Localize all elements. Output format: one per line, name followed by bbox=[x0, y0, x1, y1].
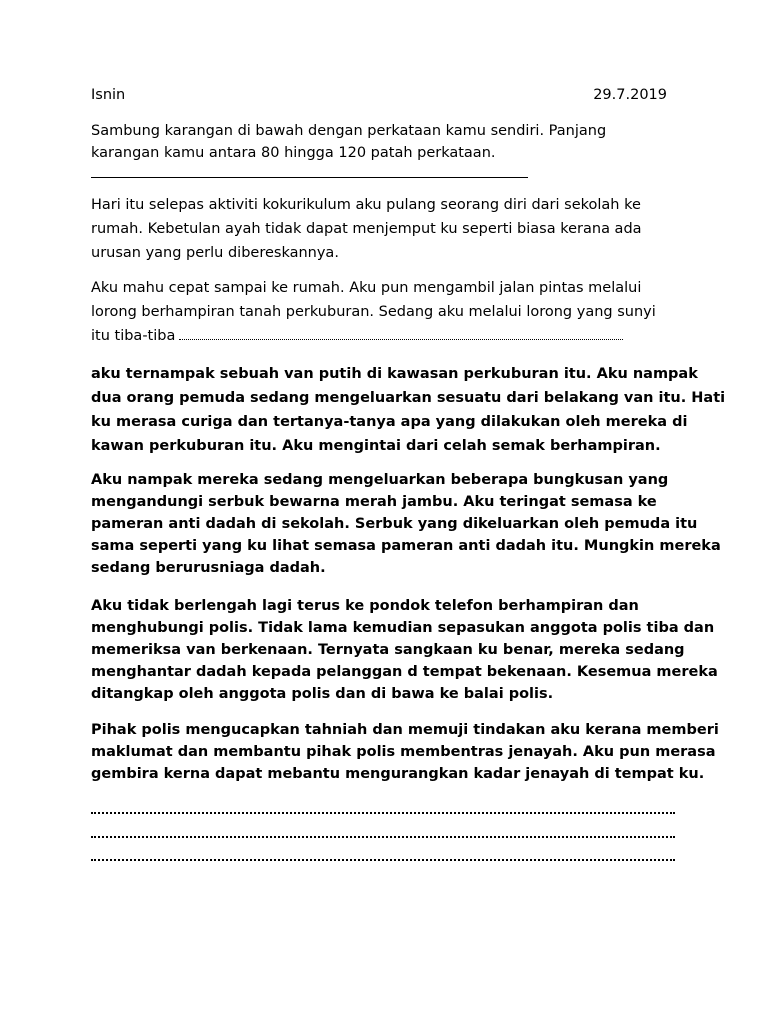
date-label: 29.7.2019 bbox=[593, 87, 667, 103]
instruction-line: Sambung karangan di bawah dengan perkataan kamu sendiri. Panjang bbox=[91, 123, 607, 139]
story-line: rumah. Kebetulan ayah tidak dapat menjemput ku seperti biasa kerana ada bbox=[91, 221, 642, 237]
answer-line: mengandungi serbuk bewarna merah jambu. Aku teringat semasa ke bbox=[91, 494, 657, 510]
story-line: lorong berhampiran tanah perkuburan. Sedang aku melalui lorong yang sunyi bbox=[91, 304, 656, 320]
worksheet-header bbox=[91, 87, 667, 109]
answer-line: sedang berurusniaga dadah. bbox=[91, 560, 326, 576]
answer-line: ku merasa curiga dan tertanya-tanya apa yang dilakukan oleh mereka di bbox=[91, 414, 688, 430]
day-label: Isnin bbox=[91, 87, 126, 103]
answer-paragraph-2 bbox=[91, 469, 721, 579]
answer-line: menghubungi polis. Tidak lama kemudian sepasukan anggota polis tiba dan bbox=[91, 620, 715, 636]
story-last-line bbox=[91, 324, 681, 348]
answer-paragraph-4 bbox=[91, 719, 719, 785]
answer-line: memeriksa van berkenaan. Ternyata sangkaan ku benar, mereka sedang bbox=[91, 642, 685, 658]
blank-writing-line bbox=[91, 812, 675, 814]
story-line: Hari itu selepas aktiviti kokurikulum aku pulang seorang diri dari sekolah ke bbox=[91, 197, 641, 213]
story-line: Aku mahu cepat sampai ke rumah. Aku pun mengambil jalan pintas melalui bbox=[91, 280, 642, 296]
story-paragraph-1 bbox=[91, 193, 681, 265]
answer-line: sama seperti yang ku lihat semasa pameran anti dadah itu. Mungkin mereka bbox=[91, 538, 721, 554]
answer-line: pameran anti dadah di sekolah. Serbuk yang dikeluarkan oleh pemuda itu bbox=[91, 516, 698, 532]
answer-line: Pihak polis mengucapkan tahniah dan memuji tindakan aku kerana memberi bbox=[91, 722, 719, 738]
blank-writing-line bbox=[91, 859, 675, 861]
instruction-text bbox=[91, 120, 681, 164]
instruction-underline bbox=[91, 177, 528, 178]
answer-line: dua orang pemuda sedang mengeluarkan sesuatu dari belakang van itu. Hati bbox=[91, 390, 726, 406]
answer-paragraph-3 bbox=[91, 595, 718, 705]
answer-line: Aku tidak berlengah lagi terus ke pondok telefon berhampiran dan bbox=[91, 598, 639, 614]
answer-line: kawan perkuburan itu. Aku mengintai dari celah semak berhampiran. bbox=[91, 438, 661, 454]
answer-line: ditangkap oleh anggota polis dan di bawa ke balai polis. bbox=[91, 686, 554, 702]
instruction-line: karangan kamu antara 80 hingga 120 patah perkataan. bbox=[91, 145, 496, 161]
blank-writing-line bbox=[91, 836, 675, 838]
answer-line: maklumat dan membantu pihak polis membentras jenayah. Aku pun merasa bbox=[91, 744, 716, 760]
answer-line: gembira kerna dapat mebantu mengurangkan kadar jenayah di tempat ku. bbox=[91, 766, 705, 782]
answer-line: Aku nampak mereka sedang mengeluarkan beberapa bungkusan yang bbox=[91, 472, 669, 488]
story-line: itu tiba-tiba bbox=[91, 328, 176, 344]
answer-paragraph-1 bbox=[91, 362, 726, 458]
story-paragraph-2 bbox=[91, 276, 681, 348]
answer-line: aku ternampak sebuah van putih di kawasan perkuburan itu. Aku nampak bbox=[91, 366, 698, 382]
continuation-dots bbox=[179, 339, 623, 340]
story-line: urusan yang perlu dibereskannya. bbox=[91, 245, 339, 261]
answer-line: menghantar dadah kepada pelanggan d tempat bekenaan. Kesemua mereka bbox=[91, 664, 718, 680]
